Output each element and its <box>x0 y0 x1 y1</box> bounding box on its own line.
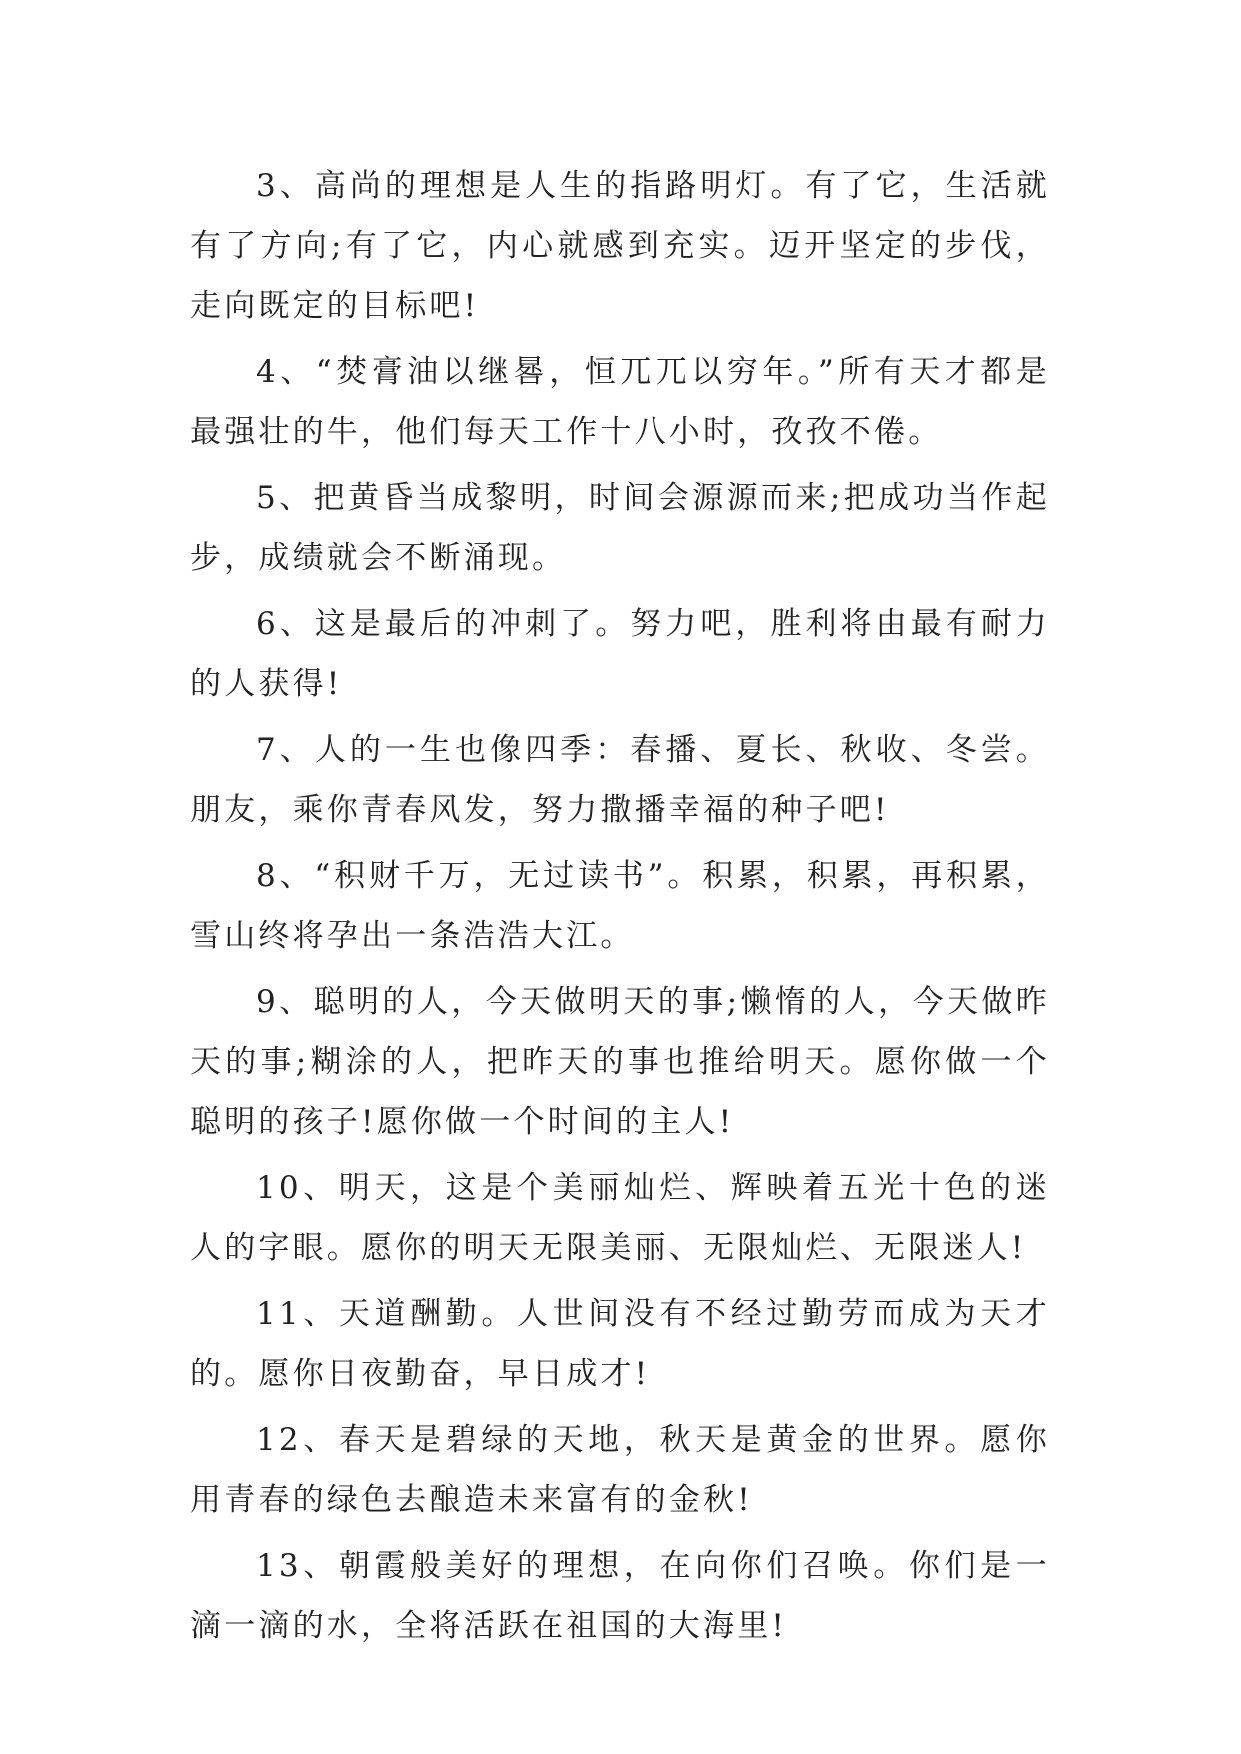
document-body <box>190 156 1050 1662</box>
paragraph-6: 6、这是最后的冲刺了。努力吧，胜利将由最有耐力的人获得! <box>190 606 1050 702</box>
paragraph-5: 5、把黄昏当成黎明，时间会源源而来;把成功当作起步，成绩就会不断涌现。 <box>190 480 1050 576</box>
paragraph-11: 11、天道酬勤。人世间没有不经过勤劳而成为天才的。愿你日夜勤奋，早日成才! <box>190 1296 1050 1392</box>
paragraph-12: 12、春天是碧绿的天地，秋天是黄金的世界。愿你用青春的绿色去酿造未来富有的金秋! <box>190 1422 1050 1518</box>
paragraph-10: 10、明天，这是个美丽灿烂、辉映着五光十色的迷人的字眼。愿你的明天无限美丽、无限灿烂、无限迷人! <box>190 1170 1050 1266</box>
paragraph-7: 7、人的一生也像四季：春播、夏长、秋收、冬尝。朋友，乘你青春风发，努力撒播幸福的种子吧! <box>190 732 1050 828</box>
paragraph-3: 3、高尚的理想是人生的指路明灯。有了它，生活就有了方向;有了它，内心就感到充实。迈开坚定的步伐，走向既定的目标吧! <box>190 168 1050 324</box>
paragraph-9: 9、聪明的人，今天做明天的事;懒惰的人，今天做昨天的事;糊涂的人，把昨天的事也推给明天。愿你做一个聪明的孩子!愿你做一个时间的主人! <box>190 984 1050 1140</box>
paragraph-8: 8、“积财千万，无过读书”。积累，积累，再积累，雪山终将孕出一条浩浩大江。 <box>190 858 1050 954</box>
paragraph-4: 4、“焚膏油以继晷，恒兀兀以穷年。”所有天才都是最强壮的牛，他们每天工作十八小时，孜孜不倦。 <box>190 354 1050 450</box>
paragraph-13: 13、朝霞般美好的理想，在向你们召唤。你们是一滴一滴的水，全将活跃在祖国的大海里! <box>190 1548 1050 1644</box>
